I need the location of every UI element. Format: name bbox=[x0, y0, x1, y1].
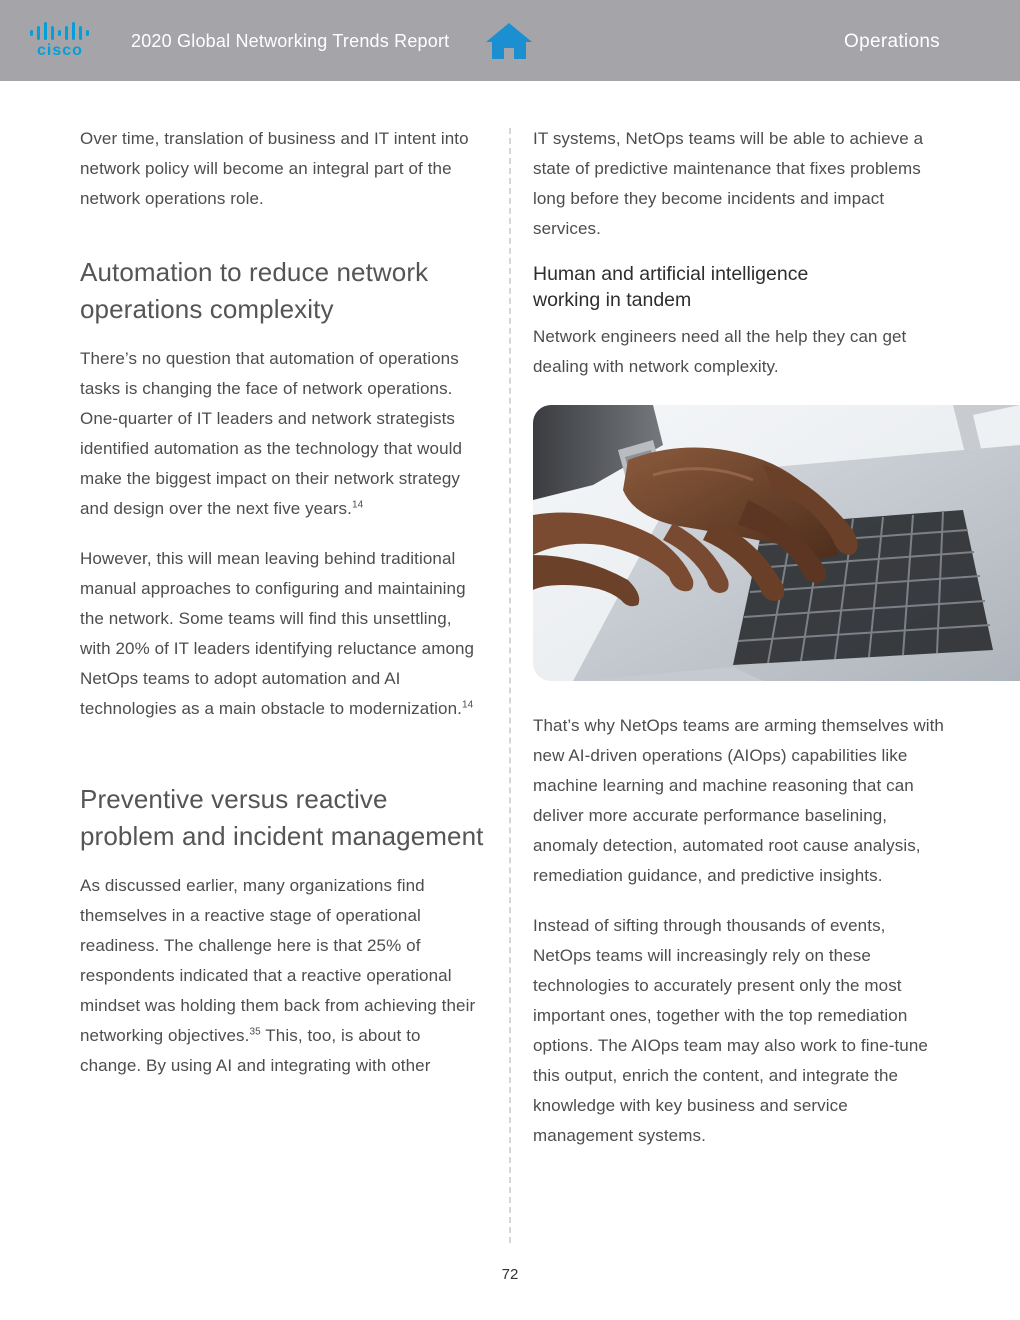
automation-heading: Automation to reduce network operations complexity bbox=[80, 257, 429, 324]
footnote-ref: 35 bbox=[249, 1026, 261, 1038]
cisco-logo bbox=[28, 22, 92, 62]
tandem-subheading: Human and artificial intelligence working in tandem bbox=[533, 263, 809, 311]
page-number: 72 bbox=[501, 1266, 519, 1283]
footnote-ref: 14 bbox=[351, 499, 364, 511]
section-name[interactable]: Operations bbox=[844, 31, 940, 52]
page-header bbox=[0, 0, 1020, 81]
home-icon[interactable] bbox=[484, 22, 534, 60]
report-title: 2020 Global Networking Trends Report bbox=[131, 31, 450, 51]
hands-typing-on-laptop-photo bbox=[533, 405, 1020, 681]
footnote-ref: 14 bbox=[461, 699, 474, 711]
tandem-paragraph-2: That’s why NetOps teams are arming themselves with new AI-driven operations (AIOps) capabilities like machine learning and machine reasoning that can deliver more accurate performance baselining, anomaly detection, automated root cause analysis, remediation guidance, and predictive insights. bbox=[533, 716, 944, 885]
cisco-logo-text: cisco bbox=[37, 42, 83, 59]
automation-paragraph-1: There’s no question that automation of operations tasks is changing the face of network operations. One-quarter of IT leaders and network strategists identified automation as the technology that would make the biggest impact on their network strategy and design over the next five years.$^{14}$ bbox=[80, 349, 463, 518]
right-column-lower bbox=[533, 711, 945, 1151]
automation-paragraph-2: However, this will mean leaving behind traditional manual approaches to configuring and maintaining the network. Some teams will find this unsettling, with 20% of IT leaders identifying reluctance among NetOps teams to adopt automation and AI technologies as a main obstacle to modernization.$^{14}$ bbox=[80, 549, 475, 718]
continued-paragraph: IT systems, NetOps teams will be able to achieve a state of predictive maintenance that fixes problems long before they become incidents and impact services. bbox=[533, 129, 924, 238]
right-column bbox=[533, 124, 945, 382]
preventive-heading: Preventive versus reactive problem and incident management bbox=[80, 784, 484, 851]
preventive-paragraph: As discussed earlier, many organizations find themselves in a reactive stage of operational readiness. The challenge here is that 25% of respondents indicated that a reactive operational mindset was holding them back from achieving their networking objectives.$^{35}$ This, too, is about to change. By using AI and integrating with other bbox=[80, 876, 476, 1075]
left-column bbox=[80, 124, 485, 1081]
cisco-bars-icon bbox=[28, 22, 92, 42]
tandem-paragraph-1: Network engineers need all the help they can get dealing with network complexity. bbox=[533, 327, 907, 376]
tandem-paragraph-3: Instead of sifting through thousands of events, NetOps teams will increasingly rely on these technologies to accurately present only the most important ones, together with the top remediation options. The AIOps team may also work to fine-tune this output, enrich the content, and integrate the knowledge with key business and service management systems. bbox=[533, 916, 928, 1145]
column-divider bbox=[509, 128, 511, 1243]
intro-paragraph: Over time, translation of business and IT intent into network policy will become an integral part of the network operations role. bbox=[80, 129, 469, 208]
